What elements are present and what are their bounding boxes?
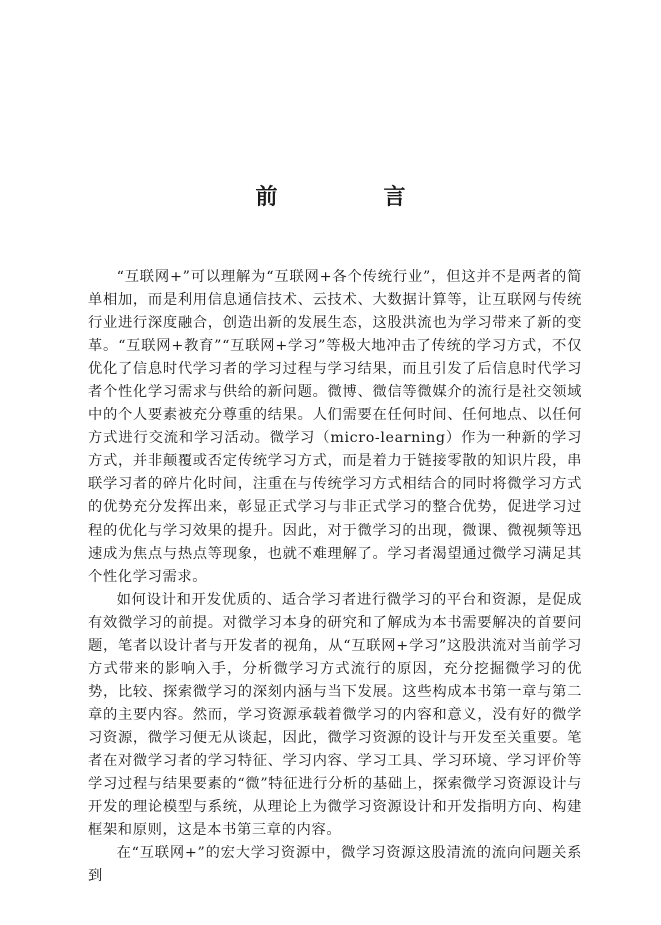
- paragraph-1: “互联网+”可以理解为“互联网+各个传统行业”，但这并不是两者的简单相加，而是利用信息通信技术、云技术、大数据计算等，让互联网与传统行业进行深度融合，创造出新的发展生态，这股洪流也为学习带来了新的变革。“互联网+教育”“互联网+学习”等极大地冲击了传统的学习方式，不仅优化了信息时代学习者的学习过程与学习结果，而且引发了后信息时代学习者个性化学习需求与供给的新问题。微博、微信等微媒介的流行是社交领域中的个人要素被充分尊重的结果。人们需要在任何时间、任何地点、以任何方式进行交流和学习活动。微学习（micro-learning）作为一种新的学习方式，并非颠覆或否定传统学习方式，而是着力于链接零散的知识片段，串联学习者的碎片化时间，注重在与传统学习方式相结合的同时将微学习方式的优势充分发挥出来，彰显正式学习与非正式学习的整合优势，促进学习过程的优化与学习效果的提升。因此，对于微学习的出现，微课、微视频等迅速成为焦点与热点等现象，也就不难理解了。学习者渴望通过微学习满足其个性化学习需求。: [88, 269, 582, 585]
- paragraph-2: 如何设计和开发优质的、适合学习者进行微学习的平台和资源，是促成有效微学习的前提。对微学习本身的研究和了解成为本书需要解决的首要问题，笔者以设计者与开发者的视角，从“互联网+学习”这股洪流对当前学习方式带来的影响入手，分析微学习方式流行的原因，充分挖掘微学习的优势，比较、探索微学习的深刻内涵与当下发展。这些构成本书第一章与第二章的主要内容。然而，学习资源承载着微学习的内容和意义，没有好的微学习资源，微学习便无从谈起，因此，微学习资源的设计与开发至关重要。笔者在对微学习者的学习特征、学习内容、学习工具、学习环境、学习评价等学习过程与结果要素的“微”特征进行分析的基础上，探索微学习资源设计与开发的理论模型与系统，从理论上为微学习资源设计和开发指明方向、构建框架和原则，这是本书第三章的内容。: [88, 591, 582, 839]
- paragraph-3: 在“互联网+”的宏大学习资源中，微学习资源这股清流的流向问题关系到: [88, 845, 582, 885]
- page-title: 前 言: [255, 184, 448, 210]
- preface-body: [88, 266, 582, 888]
